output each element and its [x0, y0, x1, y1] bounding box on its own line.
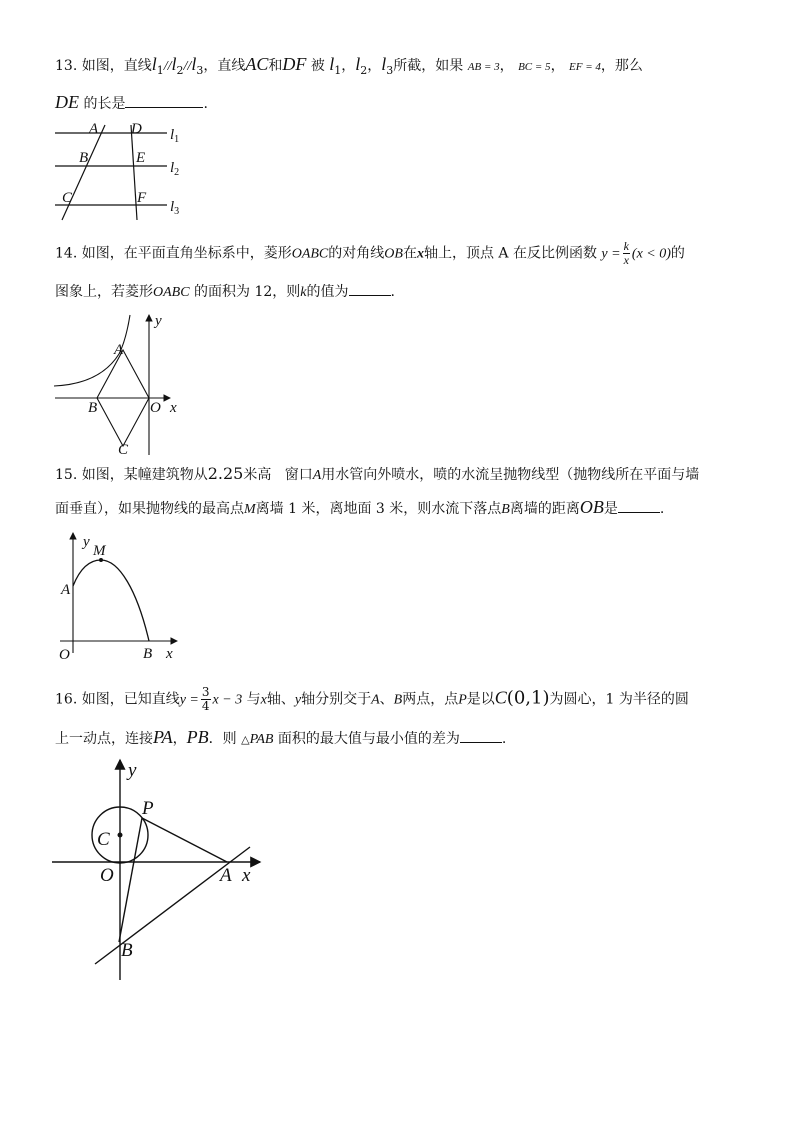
- q15-text-4: 用水管向外喷水，喷的水流呈抛物线型（抛物线所在平面与墙: [321, 467, 700, 483]
- q13-label-D: D: [131, 121, 142, 137]
- q16-text-2: 与: [246, 691, 261, 708]
- q16-x: x: [260, 692, 267, 708]
- q15-text-3: 窗口: [284, 467, 313, 483]
- q16-text-9: ．则: [208, 731, 237, 747]
- q16-y-eq: y =: [179, 692, 199, 708]
- q14-text-1: 如图，在平面直角坐标系中，菱形: [81, 245, 292, 262]
- q16-coord: (0,1): [506, 687, 550, 709]
- q14-ob: OB: [384, 246, 403, 262]
- q13-parallel-1: //: [163, 59, 172, 74]
- q13-end: .: [203, 96, 208, 112]
- q16-text-10: 面积的最大值与最小值的差为: [277, 731, 460, 747]
- q16-text-3: 轴、: [266, 691, 295, 708]
- q15-text-8: 是: [603, 501, 618, 517]
- q15-line-2: [55, 497, 664, 520]
- q13-by-l3: l: [381, 54, 387, 74]
- q14-frac-den: x: [623, 253, 629, 267]
- q15-parabola-top: [73, 560, 149, 641]
- q14-fraction: [623, 240, 630, 267]
- q16-label-B: B: [121, 940, 133, 961]
- q14-label-B: B: [88, 400, 98, 416]
- q16-triangle: △: [241, 733, 250, 746]
- q15-answer-blank: [618, 512, 660, 513]
- q13-sep-3: ，: [499, 58, 514, 74]
- q13-l2-sub: 2: [176, 63, 184, 77]
- q13-and: 和: [268, 58, 283, 74]
- q13-label-B: B: [79, 150, 89, 166]
- q14-label-A: A: [114, 342, 124, 358]
- q13-by-l2-sub: 2: [360, 63, 368, 77]
- q16-line-2: [55, 727, 506, 750]
- q16-frac-den: 4: [201, 699, 210, 713]
- q16-line-1: [55, 686, 689, 713]
- q13-ac: AC: [245, 54, 269, 74]
- q14-text-8: 的值为: [306, 284, 349, 300]
- q16-label-P: P: [142, 798, 154, 819]
- q13-then: ，那么: [600, 58, 643, 74]
- q14-oabc-2: OABC: [153, 285, 190, 300]
- q13-df: DF: [282, 54, 307, 74]
- q14-text-6: 图象上，若菱形: [55, 284, 153, 300]
- q16-segment-pa: [142, 818, 227, 862]
- q16-c: C: [494, 687, 507, 708]
- q13-sep-4: ，: [550, 58, 565, 74]
- q15-figure: [55, 528, 205, 663]
- q16-label-A: A: [220, 865, 232, 886]
- q16-answer-blank: [460, 742, 502, 743]
- q13-label-A: A: [89, 121, 99, 137]
- q15-label-x: x: [166, 646, 173, 662]
- q16-label-O: O: [100, 865, 114, 886]
- q16-end: .: [501, 731, 507, 747]
- q15-ob: OB: [579, 497, 604, 517]
- q14-label-x: x: [170, 400, 177, 416]
- q15-height: 2.25: [207, 464, 244, 483]
- q15-label-O: O: [59, 647, 70, 663]
- q13-de: DE: [55, 92, 79, 112]
- q13-text-intro: 如图，直线: [81, 58, 152, 74]
- q13-cut: 所截，如果: [393, 58, 464, 74]
- q14-text-7: 的面积为 12，则: [194, 284, 301, 300]
- q15-text-2: 米高: [243, 467, 272, 483]
- q16-text-4: 轴分别交于: [301, 691, 372, 708]
- q14-label-O: O: [150, 400, 161, 416]
- q16-label-C: C: [97, 829, 110, 850]
- q14-oabc: OABC: [291, 246, 329, 262]
- q13-number: 13.: [55, 58, 78, 74]
- q16-figure: [50, 755, 270, 985]
- q13-label-l2: $l_2$: [170, 160, 180, 178]
- q13-l3-sub: 3: [196, 63, 204, 77]
- q14-k: k: [300, 285, 307, 300]
- q13-answer-blank: [125, 107, 203, 108]
- q13-by-l3-sub: 3: [386, 63, 394, 77]
- q13-by-l2: l: [355, 54, 361, 74]
- q15-number: 15.: [55, 467, 78, 483]
- q16-frac-num: 3: [201, 685, 210, 699]
- q13-label-F: F: [137, 190, 147, 206]
- q15-end: .: [659, 501, 665, 517]
- q15-label-M: M: [93, 543, 106, 559]
- q15-line-1: [55, 464, 699, 486]
- q15-label-B: B: [143, 646, 153, 662]
- q14-end: .: [390, 284, 395, 300]
- q15-b: B: [501, 502, 510, 517]
- q13-parallel-2: //: [183, 59, 192, 74]
- q15-label-A: A: [61, 582, 71, 598]
- q13-label-l3: $l_3$: [170, 199, 180, 217]
- q15-label-y: y: [83, 534, 90, 550]
- q14-figure: [50, 310, 200, 460]
- q14-y-eq: y =: [601, 246, 621, 262]
- q15-m: M: [244, 502, 256, 517]
- q13-l1-sub: 1: [156, 63, 164, 77]
- q13-sep-2: ，: [367, 58, 382, 74]
- q16-text-1: 如图，已知直线: [81, 691, 180, 708]
- q13-label-C: C: [62, 190, 73, 206]
- q14-label-C: C: [118, 442, 129, 458]
- q13-by-l1-sub: 1: [334, 63, 342, 77]
- q16-pab: PAB: [249, 732, 274, 747]
- q16-b: B: [393, 692, 403, 708]
- q16-sep: 、: [379, 691, 394, 708]
- q13-ab-eq: AB = 3: [467, 61, 500, 73]
- q14-condition: (x < 0): [631, 246, 671, 262]
- q15-a: A: [312, 468, 322, 483]
- q13-l3: l: [191, 54, 197, 74]
- q16-y: y: [294, 692, 302, 708]
- q16-segment-pb: [119, 818, 142, 942]
- q13-label-l1: $l_1$: [170, 127, 180, 145]
- q14-number: 14.: [55, 245, 78, 262]
- q14-line-1: [55, 240, 685, 267]
- q14-x: x: [416, 246, 424, 262]
- q14-answer-blank: [349, 295, 391, 296]
- q16-text-8: 上一动点，连接: [55, 731, 153, 747]
- q16-label-y: y: [128, 760, 137, 781]
- q16-pa: PA: [153, 727, 173, 747]
- q13-line-2: [55, 92, 208, 114]
- q13-by: 被: [310, 58, 325, 74]
- q16-text-5: 两点，点: [402, 691, 459, 708]
- q16-text-6: 是以: [466, 691, 495, 708]
- q16-a: A: [371, 692, 380, 708]
- q16-center-point: [118, 833, 123, 838]
- q16-number: 16.: [55, 691, 78, 708]
- q16-label-x: x: [242, 865, 251, 886]
- q13-sep-1: ，: [341, 58, 356, 74]
- q13-length-is: 的长是: [83, 96, 126, 112]
- q14-text-2: 的对角线: [328, 245, 385, 262]
- q14-text-5: 的: [670, 245, 685, 262]
- q14-label-y: y: [155, 313, 162, 329]
- q15-text-7: 离墙的距离: [509, 501, 580, 517]
- q16-rest: x − 3: [212, 692, 243, 708]
- q13-ef-eq: EF = 4: [569, 61, 601, 73]
- q13-line-1: [55, 54, 643, 81]
- q16-fraction: [201, 686, 211, 713]
- q13-l1: l: [151, 54, 157, 74]
- q13-label-E: E: [136, 150, 146, 166]
- q14-text-4: 轴上，顶点 A 在反比例函数: [423, 245, 597, 262]
- q16-pb: PB: [186, 727, 209, 747]
- q16-text-7: 为圆心，1 为半径的圆: [549, 691, 689, 708]
- q14-text-3: 在: [402, 245, 417, 262]
- q13-l2: l: [171, 54, 177, 74]
- q13-bc-eq: BC = 5: [518, 61, 551, 73]
- q14-line-2: [55, 282, 395, 303]
- q16-comma: ，: [172, 731, 187, 747]
- q16-p: P: [458, 692, 467, 708]
- q13-figure: [45, 120, 245, 220]
- q15-text-5: 面垂直），如果抛物线的最高点: [55, 501, 244, 517]
- q13-by-l1: l: [329, 54, 335, 74]
- q15-text-1: 如图，某幢建筑物从: [81, 467, 208, 483]
- q15-text-6: 离墙 1 米，离地面 3 米，则水流下落点: [255, 501, 502, 517]
- q13-text-lines: ，直线: [203, 58, 246, 74]
- q14-frac-num: k: [623, 239, 629, 253]
